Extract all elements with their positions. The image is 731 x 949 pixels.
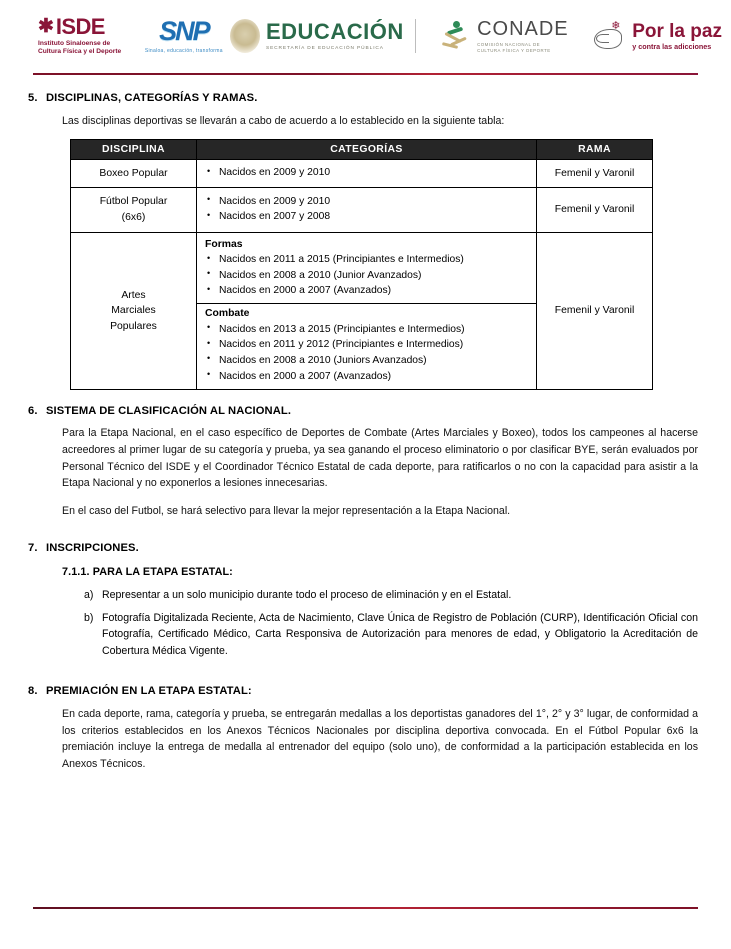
disciplina-line-1: Fútbol Popular [99,196,168,208]
categoria-list [205,165,530,181]
section-6-number: 6. [28,405,38,418]
table-row [71,188,653,232]
cell-disciplina [71,232,197,390]
cell-categorias [197,159,537,188]
flower-icon: ❄ [611,20,621,32]
categoria-item: • Nacidos en 2000 a 2007 (Avanzados) [205,283,530,299]
mexican-eagle-icon [230,19,260,53]
educacion-logo [229,10,404,62]
table-row [71,232,653,390]
disciplina-line-2: Marciales [111,305,156,317]
conade-logo-text: CONADE [477,17,569,40]
section-6-paragraph-1: Para la Etapa Nacional, en el caso específico de Deportes de Combate (Artes Marciales y Boxeo), todos los campeones al hacerse acreedores al primer lugar de su categoría y prueba, ya sea ganando el proceso eliminatorio o por clasificar BYE, serán evaluados por Personal Técnico del ISDE y el Coordinador Técnico Estatal de cada deporte, para ratificarlos o no con la capacidad para asistir a la Etapa Nacional y no exponerlos a lesiones innecesarias. [62,427,698,490]
column-header-categorias: CATEGORÍAS [197,139,537,159]
isde-subtitle-line1: Instituto Sinaloense de [38,39,111,47]
conade-text-block [477,19,569,54]
list-item-marker: b) [84,611,94,624]
header-divider-rule [33,73,698,75]
cell-disciplina [71,188,197,232]
categoria-item: • Nacidos en 2008 a 2010 (Juniors Avanzados) [205,353,530,369]
isde-wordmark [38,13,105,39]
categoria-list [205,252,530,299]
section-7-number: 7. [28,541,38,554]
disciplina-line-2: (6x6) [121,211,146,223]
sinaloa-snp-logo [139,10,230,62]
categoria-group-formas [197,233,536,304]
column-header-rama: RAMA [537,139,653,159]
section-6-paragraph-2: En el caso del Futbol, se hará selectivo para llevar la mejor representación a la Etapa Nacional. [62,505,511,518]
section-6-title: SISTEMA DE CLASIFICACIÓN AL NACIONAL. [46,405,292,418]
disciplina-line-1: Artes [121,289,146,301]
por-la-paz-subtitle: y contra las adicciones [632,41,712,51]
categoria-item: • Nacidos en 2011 a 2015 (Principiantes e Intermedios) [205,252,530,268]
cell-rama: Femenil y Varonil [537,232,653,390]
categoria-item: • Nacidos en 2009 y 2010 [205,165,530,181]
isde-logo [0,10,139,62]
cell-disciplina: Boxeo Popular [71,159,197,188]
footer-divider-rule [33,907,698,909]
table-row [71,159,653,188]
list-item-marker: a) [84,588,94,601]
educacion-text-block [266,21,404,51]
header-vertical-divider [415,19,416,53]
section-8-heading [28,685,731,697]
section-5-intro: Las disciplinas deportivas se llevarán a cabo de acuerdo a lo establecido en la siguiente tabla: [62,115,505,127]
cell-rama: Femenil y Varonil [537,159,653,188]
list-item-text: Fotografía Digitalizada Reciente, Acta de Nacimiento, Clave Única de Registro de Población (CURP), Identificación Oficial con Fotografía, Certificado Médico, Carta Responsiva de Autorización para menores de edad, y Obligatorio la Acreditación de Cobertura Médica Vigente. [102,611,698,658]
por-la-paz-logo-text: Por la paz [632,20,722,42]
section-8-number: 8. [28,684,38,697]
categoria-item: • Nacidos en 2009 y 2010 [205,194,530,210]
cell-rama: Femenil y Varonil [537,188,653,232]
categoria-list [205,194,530,225]
educacion-subtitle: SECRETARÍA DE EDUCACIÓN PÚBLICA [265,46,384,51]
cell-categorias [197,232,537,390]
isde-subtitle-line2: Cultura Física y el Deporte [38,48,122,55]
section-7-subheading: 7.1.1. PARA LA ETAPA ESTATAL: [62,565,233,578]
section-8-title: PREMIACIÓN EN LA ETAPA ESTATAL: [46,684,252,697]
categoria-item: • Nacidos en 2007 y 2008 [205,209,530,225]
por-la-paz-text-block [632,22,722,51]
categoria-item: • Nacidos en 2011 y 2012 (Principiantes e Intermedios) [205,337,530,353]
table-header-row [71,139,653,159]
section-5-heading [28,92,731,104]
cell-categorias [197,188,537,232]
por-la-paz-logo [583,10,731,62]
section-6-heading [28,405,731,417]
categoria-list [205,322,530,385]
snp-subtitle: Sinaloa, educación, transforma [144,48,223,54]
categoria-group-title: Formas [205,238,243,250]
isde-logo-text: ISDE [55,13,105,39]
categoria-item: • Nacidos en 2008 a 2010 (Junior Avanzados) [205,268,530,284]
educacion-logo-text: EDUCACIÓN [265,19,404,44]
categoria-group-title: Combate [205,308,250,320]
header-logo-band [0,0,731,72]
runner-icon [440,20,472,52]
list-item [84,610,698,660]
disciplines-table-wrap [70,139,731,391]
list-item-text: Representar a un solo municipio durante todo el proceso de eliminación y en el Estatal. [102,588,512,601]
conade-subtitle-line2: CULTURA FÍSICA Y DEPORTE [477,47,551,53]
section-5-number: 5. [28,92,38,104]
categoria-group-combate [197,304,536,389]
list-item [84,587,698,604]
section-5-title: DISCIPLINAS, CATEGORÍAS Y RAMAS. [46,92,258,104]
section-8-paragraph-1: En cada deporte, rama, categoría y prueba, se entregarán medallas a los deportistas ganadores del 1°, 2° y 3° lugar, de conformidad a los criterios establecidos en los Anexos Técnicos Nacionales por disciplina deportiva convocada. En el Fútbol Popular 6x6 la premiación incluye la entrega de medalla al entrenador del equipo (solo uno), de conformidad a la participación establecida en los Anexos Técnicos. [62,707,698,771]
categoria-item: • Nacidos en 2013 a 2015 (Principiantes e Intermedios) [205,322,530,338]
section-7-heading [28,542,731,554]
section-7-title: INSCRIPCIONES. [46,541,139,554]
document-content [0,92,731,773]
disciplina-line-3: Populares [110,320,157,332]
conade-subtitle-line1: COMISIÓN NACIONAL DE [477,41,541,47]
categoria-item: • Nacidos en 2000 a 2007 (Avanzados) [205,369,530,385]
disciplines-table [70,139,653,391]
isde-figure-icon: ✱ [38,16,54,38]
dove-icon [592,21,628,51]
snp-logo-text: SNP [159,16,209,46]
column-header-disciplina: DISCIPLINA [71,139,197,159]
conade-logo [426,10,584,62]
